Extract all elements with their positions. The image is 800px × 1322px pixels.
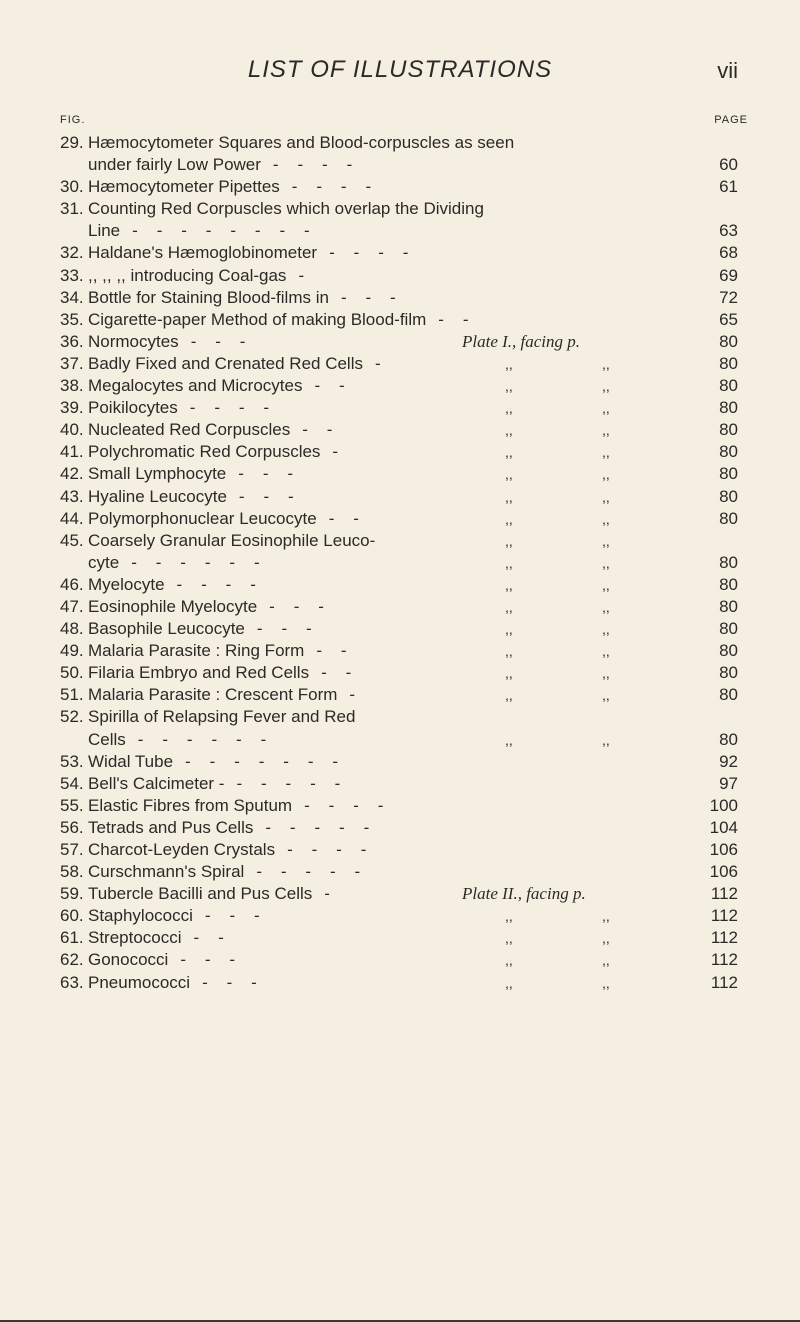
ditto-mark: ,,: [602, 665, 610, 682]
figure-number: 44.: [60, 508, 84, 528]
ditto-mark: ,,: [505, 930, 513, 947]
dash-leader: -: [324, 884, 330, 904]
ditto-mark: ,,: [505, 643, 513, 660]
figure-title: Filaria Embryo and Red Cells: [88, 663, 310, 683]
figure-title: Curschmann's Spiral: [88, 862, 245, 882]
list-item: [0, 397, 800, 419]
dash-leader: - - -: [340, 287, 396, 307]
list-item: [0, 949, 800, 971]
dash-leader: - - -: [204, 906, 260, 926]
page-reference: 80: [719, 729, 738, 749]
dash-leader: - - - -: [287, 840, 367, 859]
ditto-mark: ,,: [505, 665, 513, 682]
ditto-mark: ,,: [602, 930, 610, 947]
figure-number: 61.: [60, 928, 84, 948]
figure-title: Bell's Calcimeter -: [88, 773, 225, 793]
list-item: [0, 684, 800, 706]
figure-title: Small Lymphocyte: [88, 464, 227, 484]
ditto-mark: ,,: [602, 687, 610, 704]
page-reference: 63: [719, 221, 738, 241]
page-number: vii: [717, 58, 738, 83]
dash-leader: - - -: [238, 464, 294, 484]
figure-title: Tetrads and Pus Cells: [88, 817, 254, 837]
figure-number: 52.: [60, 707, 84, 727]
figure-title: under fairly Low Power: [88, 155, 261, 175]
plate-reference: Plate II., facing p.: [462, 884, 586, 904]
list-item: [0, 817, 800, 839]
ditto-mark: ,,: [505, 488, 513, 505]
figure-title: ,, ,, ,, introducing Coal-gas: [88, 265, 287, 285]
dash-leader: - - - -: [272, 155, 353, 175]
dash-leader: - -: [438, 309, 469, 329]
ditto-mark: ,,: [602, 466, 610, 483]
figure-title: Badly Fixed and Crenated Red Cells: [88, 353, 363, 373]
page-reference: 80: [719, 596, 738, 616]
figure-title: Widal Tube: [88, 751, 174, 771]
page-reference: 80: [719, 552, 738, 572]
figure-number: 47.: [60, 596, 84, 616]
ditto-mark: ,,: [602, 598, 610, 615]
dash-leader: - -: [193, 928, 224, 948]
ditto-mark: ,,: [505, 974, 513, 991]
ditto-mark: ,,: [505, 355, 513, 372]
page-reference: 80: [719, 353, 738, 373]
ditto-mark: ,,: [602, 422, 610, 439]
page-reference: 80: [719, 398, 738, 418]
dash-leader: - - - - - -: [137, 729, 267, 749]
ditto-mark: ,,: [602, 908, 610, 925]
ditto-mark: ,,: [505, 621, 513, 638]
figure-number: 48.: [60, 619, 84, 639]
list-item: [0, 309, 800, 331]
ditto-mark: ,,: [602, 554, 610, 571]
figure-title: Nucleated Red Corpuscles: [88, 420, 291, 440]
page-reference: 80: [719, 420, 738, 440]
ditto-mark: ,,: [505, 378, 513, 395]
page-reference: 112: [710, 906, 738, 926]
figure-title: Eosinophile Myelocyte: [88, 596, 258, 616]
page-column-heading: PAGE: [714, 114, 748, 126]
list-item: [0, 618, 800, 640]
figure-title: Hæmocytometer Squares and Blood-corpuscles as seen: [88, 133, 515, 152]
list-item: [0, 883, 800, 905]
figure-number: 39.: [60, 398, 84, 418]
dash-leader: - - - - - -: [131, 552, 260, 572]
figure-number: 56.: [60, 817, 84, 837]
figure-title: Tubercle Bacilli and Pus Cells: [88, 884, 313, 904]
ditto-mark: ,,: [505, 510, 513, 527]
ditto-mark: ,,: [602, 532, 610, 549]
ditto-mark: ,,: [602, 576, 610, 593]
figure-number: 45.: [60, 530, 84, 550]
list-item: [0, 441, 800, 463]
ditto-mark: ,,: [505, 466, 513, 483]
figure-number: 30.: [60, 177, 84, 197]
ditto-mark: ,,: [602, 355, 610, 372]
figure-title: Coarsely Granular Eosinophile Leuco-: [88, 530, 376, 550]
figure-number: 46.: [60, 574, 84, 594]
figure-number: 49.: [60, 641, 84, 661]
page-reference: 112: [710, 928, 738, 948]
dash-leader: - - - - -: [236, 773, 341, 793]
list-item: [0, 265, 800, 287]
ditto-mark: ,,: [505, 576, 513, 593]
ditto-mark: ,,: [602, 952, 610, 969]
figure-title: Spirilla of Relapsing Fever and Red: [88, 707, 356, 727]
figure-number: 60.: [60, 906, 84, 926]
ditto-mark: ,,: [602, 621, 610, 638]
figure-title: Pneumococci: [88, 972, 191, 992]
list-item: [0, 596, 800, 618]
ditto-mark: ,,: [602, 731, 610, 748]
illustration-list: [0, 132, 800, 994]
page-header: [0, 56, 800, 96]
dash-leader: - -: [302, 420, 333, 440]
list-item: [0, 972, 800, 994]
page-reference: 80: [719, 486, 738, 506]
page-reference: 80: [719, 641, 738, 661]
dash-leader: - - -: [238, 486, 294, 506]
ditto-mark: ,,: [505, 532, 513, 549]
page-reference: 112: [710, 950, 738, 970]
ditto-mark: ,,: [505, 400, 513, 417]
dash-leader: -: [349, 685, 356, 705]
figure-title: Poikilocytes: [88, 398, 178, 418]
list-item: [0, 751, 800, 773]
list-item: [0, 530, 800, 552]
figure-title: Malaria Parasite : Ring Form: [88, 641, 305, 661]
dash-leader: - - - -: [304, 795, 384, 815]
list-item: [0, 331, 800, 353]
figure-title: Basophile Leucocyte: [88, 619, 245, 639]
list-item: [0, 132, 800, 154]
page-reference: 97: [719, 773, 738, 793]
figure-title: Polymorphonuclear Leucocyte: [88, 508, 317, 528]
ditto-mark: ,,: [602, 974, 610, 991]
page-reference: 60: [719, 155, 738, 175]
figure-number: 35.: [60, 309, 84, 329]
figure-number: 59.: [60, 884, 84, 904]
page-reference: 92: [719, 751, 738, 771]
figure-number: 29.: [60, 133, 84, 152]
page-reference: 112: [710, 884, 738, 904]
page-reference: 104: [709, 817, 738, 837]
ditto-mark: ,,: [602, 488, 610, 505]
figure-number: 50.: [60, 663, 84, 683]
dash-leader: - - -: [190, 331, 246, 351]
list-item: [0, 861, 800, 883]
figure-number: 58.: [60, 862, 84, 882]
page-reference: 80: [719, 685, 738, 705]
page-reference: 106: [709, 862, 738, 882]
dash-leader: - -: [328, 508, 359, 528]
dash-leader: - - - - - - -: [185, 751, 339, 771]
figure-number: 54.: [60, 773, 84, 793]
figure-title: cyte: [88, 552, 120, 572]
page-reference: 68: [719, 243, 738, 263]
ditto-mark: ,,: [602, 510, 610, 527]
page-reference: 80: [719, 574, 738, 594]
dash-leader: - - -: [202, 972, 257, 992]
dash-leader: - -: [316, 641, 347, 661]
figure-title: Malaria Parasite : Crescent Form: [88, 685, 338, 705]
page-reference: 80: [719, 442, 738, 462]
figure-number: 33.: [60, 265, 84, 285]
figure-number: 57.: [60, 840, 84, 859]
figure-title: Normocytes: [88, 331, 179, 351]
ditto-mark: ,,: [505, 422, 513, 439]
figure-title: Bottle for Staining Blood-films in: [88, 287, 329, 307]
running-head: LIST OF ILLUSTRATIONS: [247, 56, 553, 83]
page-reference: 80: [719, 331, 738, 351]
ditto-mark: ,,: [505, 554, 513, 571]
figure-title: Staphylococci: [88, 906, 193, 926]
page-reference: 80: [719, 619, 738, 639]
ditto-mark: ,,: [505, 908, 513, 925]
figure-number: 36.: [60, 331, 84, 351]
fig-column-heading: FIG.: [60, 114, 86, 126]
figure-title: Cells: [88, 729, 126, 749]
page-reference: 112: [710, 972, 738, 992]
figure-title: Polychromatic Red Corpuscles: [88, 442, 321, 462]
page-reference: 80: [719, 376, 738, 396]
dash-leader: - - - -: [189, 398, 270, 418]
figure-number: 53.: [60, 751, 84, 771]
figure-number: 31.: [60, 199, 84, 219]
figure-number: 42.: [60, 464, 84, 484]
figure-title: Cigarette-paper Method of making Blood-film: [88, 309, 427, 329]
list-item: [0, 640, 800, 662]
figure-title: Line: [88, 221, 121, 241]
dash-leader: - - - - -: [256, 862, 361, 882]
figure-number: 34.: [60, 287, 84, 307]
list-item: [0, 706, 800, 728]
list-item: [0, 154, 800, 176]
figure-title: Hyaline Leucocyte: [88, 486, 227, 506]
figure-title: Gonococci: [88, 950, 169, 970]
figure-title: Charcot-Leyden Crystals: [88, 840, 276, 859]
dash-leader: - - -: [180, 950, 236, 970]
figure-title: Streptococci: [88, 928, 182, 948]
list-item: [0, 198, 800, 220]
figure-number: 37.: [60, 353, 84, 373]
ditto-mark: ,,: [602, 378, 610, 395]
page-reference: 65: [719, 309, 738, 329]
page-reference: 100: [709, 795, 738, 815]
figure-number: 62.: [60, 950, 84, 970]
list-item: [0, 839, 800, 861]
page-reference: 106: [709, 840, 738, 859]
ditto-mark: ,,: [505, 731, 513, 748]
ditto-mark: ,,: [602, 643, 610, 660]
figure-title: Elastic Fibres from Sputum: [88, 795, 293, 815]
figure-number: 41.: [60, 442, 84, 462]
list-item: [0, 795, 800, 817]
dash-leader: - -: [314, 376, 345, 396]
list-item: [0, 242, 800, 264]
dash-leader: - - - -: [291, 177, 372, 197]
ditto-mark: ,,: [505, 444, 513, 461]
page-reference: 80: [719, 663, 738, 683]
ditto-mark: ,,: [505, 598, 513, 615]
list-item: [0, 375, 800, 397]
figure-number: 63.: [60, 972, 84, 992]
page-reference: 61: [719, 177, 738, 197]
list-item: [0, 773, 800, 795]
list-item: [0, 463, 800, 485]
ditto-mark: ,,: [505, 687, 513, 704]
dash-leader: - - - -: [176, 574, 256, 594]
dash-leader: - - - - - - - -: [132, 221, 310, 241]
figure-number: 51.: [60, 685, 84, 705]
page-reference: 80: [719, 508, 738, 528]
figure-title: Haldane's Hæmoglobinometer: [88, 243, 318, 263]
dash-leader: - -: [321, 663, 352, 683]
figure-title: Myelocyte: [88, 574, 165, 594]
list-item: [0, 662, 800, 684]
column-headings: [60, 114, 748, 132]
dash-leader: - - -: [269, 596, 324, 616]
dash-leader: - - -: [256, 619, 312, 639]
figure-number: 43.: [60, 486, 84, 506]
figure-title: Hæmocytometer Pipettes: [88, 177, 280, 197]
ditto-mark: ,,: [505, 952, 513, 969]
dash-leader: - - - - -: [265, 817, 370, 837]
figure-title: Counting Red Corpuscles which overlap the Dividing: [88, 199, 484, 219]
list-item: [0, 552, 800, 574]
page-reference: 69: [719, 265, 738, 285]
list-item: [0, 729, 800, 751]
list-item: [0, 486, 800, 508]
figure-number: 40.: [60, 420, 84, 440]
list-item: [0, 287, 800, 309]
page-reference: 80: [719, 464, 738, 484]
list-item: [0, 927, 800, 949]
ditto-mark: ,,: [602, 444, 610, 461]
figure-number: 55.: [60, 795, 84, 815]
dash-leader: - - - -: [329, 243, 409, 263]
figure-number: 32.: [60, 243, 84, 263]
dash-leader: -: [298, 265, 305, 285]
list-item: [0, 220, 800, 242]
figure-number: 38.: [60, 376, 84, 396]
list-item: [0, 905, 800, 927]
ditto-mark: ,,: [602, 400, 610, 417]
plate-reference: Plate I., facing p.: [462, 331, 581, 351]
list-item: [0, 419, 800, 441]
list-item: [0, 508, 800, 530]
page-reference: 72: [719, 287, 738, 307]
dash-leader: -: [374, 353, 381, 373]
figure-title: Megalocytes and Microcytes: [88, 376, 303, 396]
list-item: [0, 353, 800, 375]
dash-leader: -: [332, 442, 339, 462]
list-item: [0, 574, 800, 596]
list-item: [0, 176, 800, 198]
